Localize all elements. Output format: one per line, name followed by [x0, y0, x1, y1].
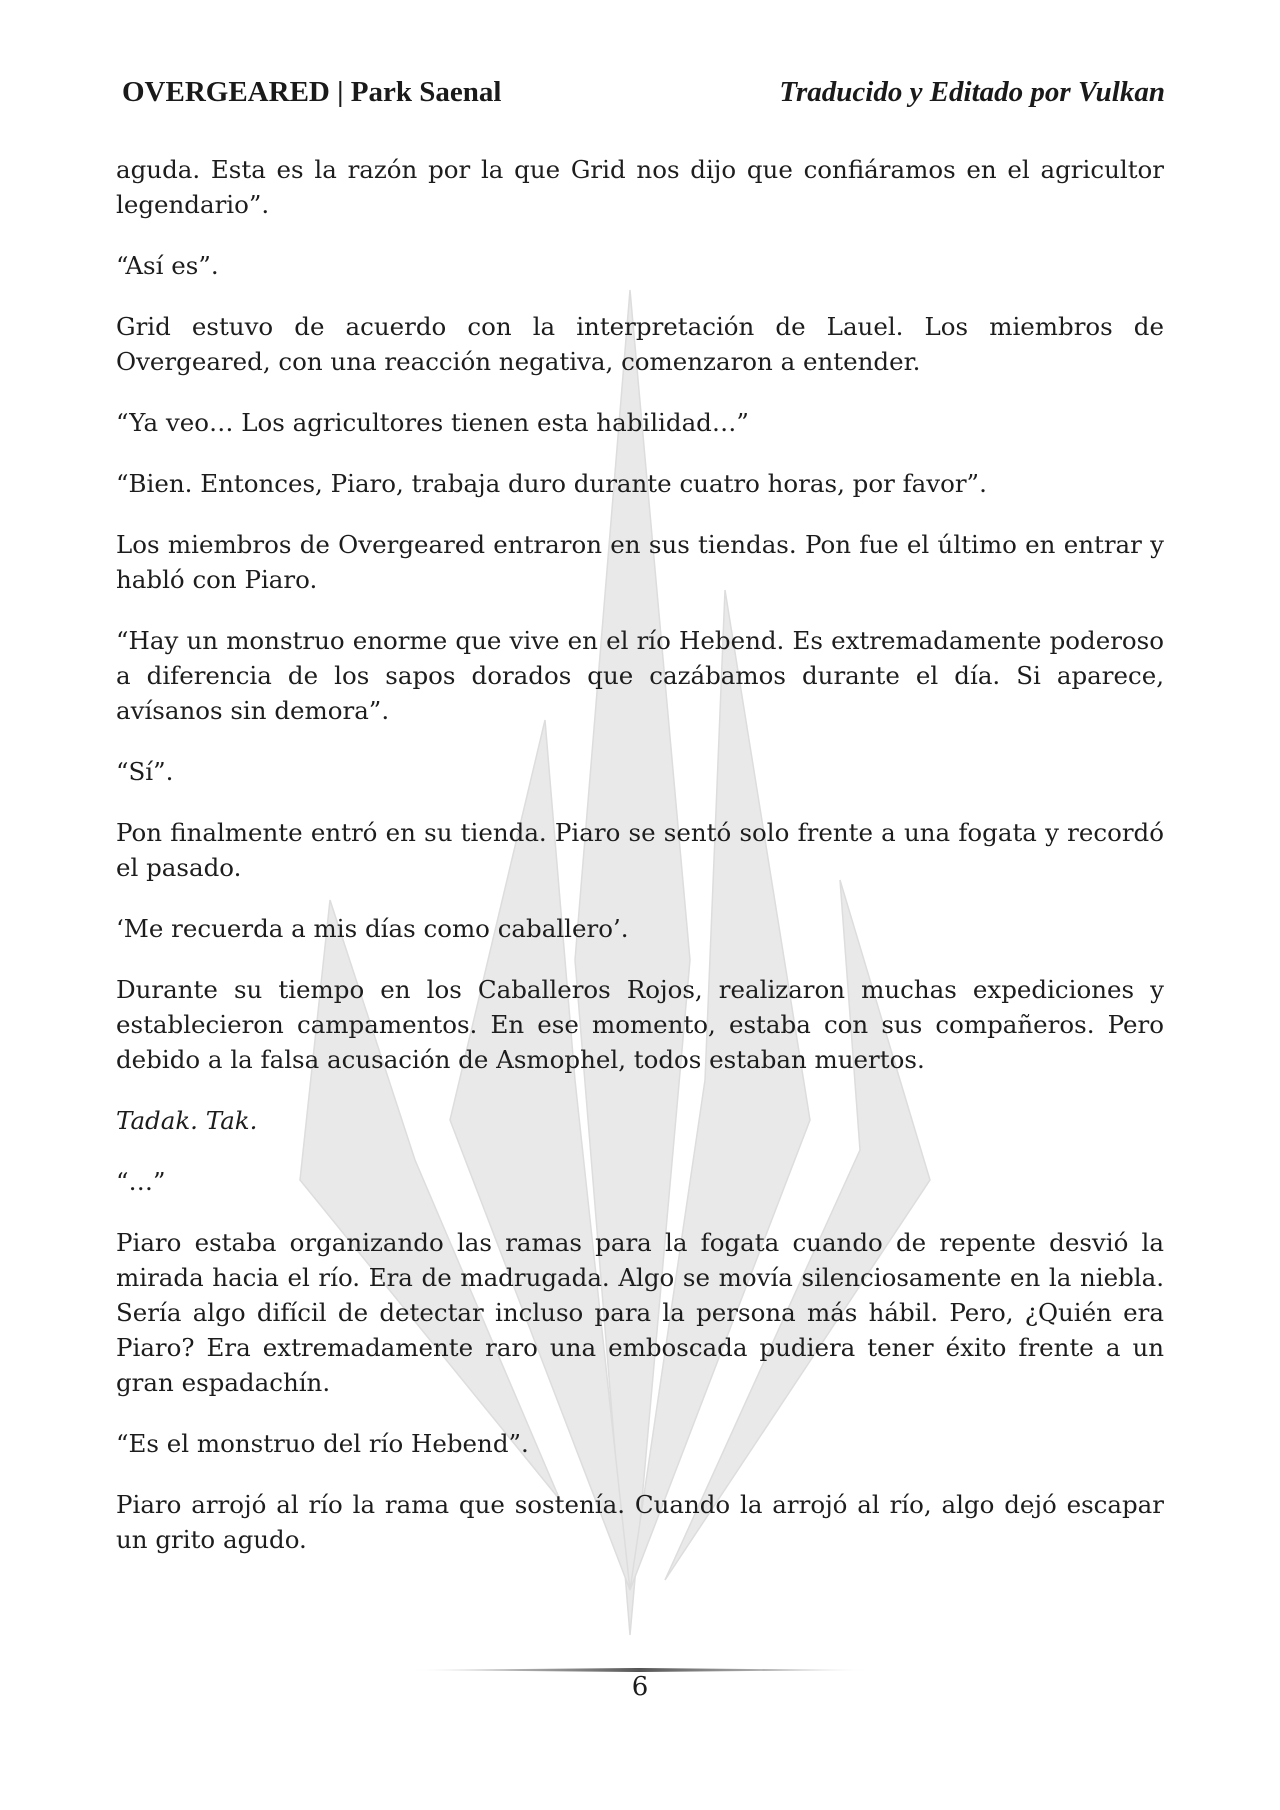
paragraph: “Es el monstruo del río Hebend”.: [116, 1429, 529, 1458]
page-header: [122, 76, 1165, 109]
header-translator-credit: Traducido y Editado por Vulkan: [779, 76, 1165, 108]
paragraph: Piaro estaba organizando las ramas para la fogata cuando de repente desvió la mirada hacia el río. Era de madrugada. Algo se movía silenciosamente en la niebla. Sería algo difícil de detectar incluso para la persona más hábil. Pero, ¿Quién era Piaro? Era extremadamente raro una emboscada pudiera tener éxito frente a un gran espadachín.: [116, 1228, 1164, 1397]
paragraph: “Sí”.: [116, 757, 174, 786]
paragraph: Durante su tiempo en los Caballeros Rojos, realizaron muchas expediciones y establecieron campamentos. En ese momento, estaba con sus compañeros. Pero debido a la falsa acusación de Asmophel, todos estaban muertos.: [116, 975, 1164, 1074]
page-number: 6: [631, 1672, 649, 1702]
paragraph: “Bien. Entonces, Piaro, trabaja duro durante cuatro horas, por favor”.: [116, 469, 987, 498]
paragraph: Grid estuvo de acuerdo con la interpretación de Lauel. Los miembros de Overgeared, con una reacción negativa, comenzaron a entender.: [116, 312, 1164, 376]
paragraph: “Hay un monstruo enorme que vive en el río Hebend. Es extremadamente poderoso a diferencia de los sapos dorados que cazábamos durante el día. Si aparece, avísanos sin demora”.: [116, 626, 1164, 725]
paragraph: “Así es”.: [116, 251, 219, 280]
header-book-title: OVERGEARED | Park Saenal: [122, 76, 502, 108]
paragraph: aguda. Esta es la razón por la que Grid nos dijo que confiáramos en el agricultor legendario”.: [116, 155, 1164, 219]
paragraph: Piaro arrojó al río la rama que sostenía. Cuando la arrojó al río, algo dejó escapar un grito agudo.: [116, 1490, 1164, 1554]
paragraph: “…”: [116, 1167, 166, 1196]
paragraph: “Ya veo… Los agricultores tienen esta habilidad…”: [116, 408, 749, 437]
paragraph: Pon finalmente entró en su tienda. Piaro se sentó solo frente a una fogata y recordó el pasado.: [116, 818, 1164, 882]
paragraph: ‘Me recuerda a mis días como caballero’.: [116, 914, 629, 943]
paragraph-italic-sound-effect: Tadak. Tak.: [116, 1106, 258, 1135]
paragraph: Los miembros de Overgeared entraron en sus tiendas. Pon fue el último en entrar y habló con Piaro.: [116, 530, 1164, 594]
chapter-text: [116, 152, 1164, 1583]
